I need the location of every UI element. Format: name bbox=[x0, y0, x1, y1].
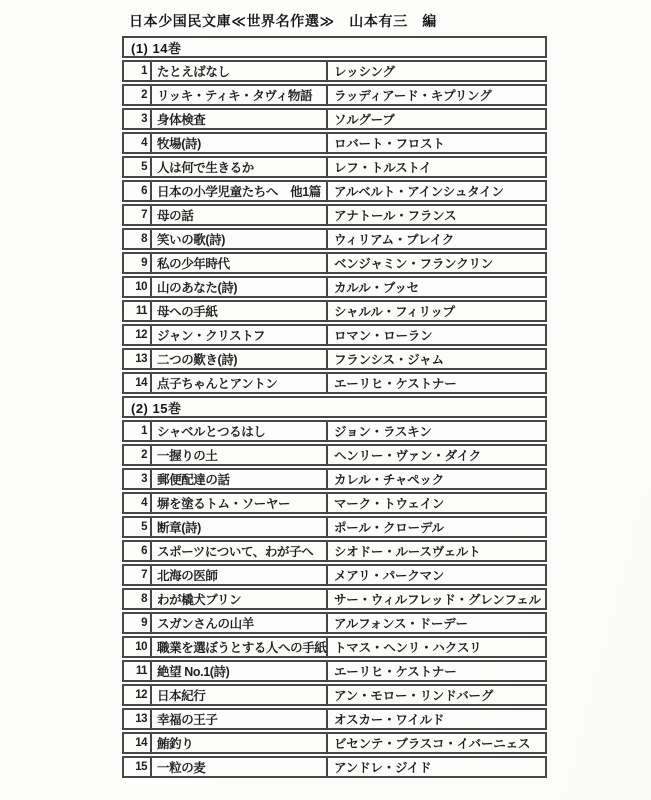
row-number: 7 bbox=[124, 206, 152, 224]
table-row bbox=[122, 732, 547, 754]
table-row bbox=[122, 516, 547, 538]
row-title: シャベルとつるはし bbox=[152, 422, 328, 440]
row-author: アルベルト・アインシュタイン bbox=[334, 185, 504, 199]
row-author: メアリ・パークマン bbox=[334, 569, 445, 583]
row-author: ロマン・ローラン bbox=[334, 329, 433, 343]
row-title: 私の少年時代 bbox=[152, 254, 328, 272]
row-number: 15 bbox=[124, 758, 152, 776]
row-author: ラッディアード・キプリング bbox=[334, 89, 492, 103]
table-row bbox=[122, 276, 547, 298]
row-title: 点子ちゃんとアントン bbox=[152, 374, 328, 392]
row-number: 13 bbox=[124, 350, 152, 368]
row-title: 人は何で生きるか bbox=[152, 158, 328, 176]
table-row bbox=[122, 372, 547, 394]
row-title: わが橇犬ブリン bbox=[152, 590, 328, 608]
row-title: 北海の医師 bbox=[152, 566, 328, 584]
row-title: たとえばなし bbox=[152, 62, 328, 80]
table-row bbox=[122, 468, 547, 490]
row-number: 11 bbox=[124, 662, 152, 680]
row-title: 郵便配達の話 bbox=[152, 470, 328, 488]
row-author: マーク・トウェイン bbox=[334, 497, 445, 511]
row-number: 4 bbox=[124, 494, 152, 512]
row-title: 断章(詩) bbox=[152, 518, 328, 536]
table-row bbox=[122, 204, 547, 226]
row-title: 笑いの歌(詩) bbox=[152, 230, 328, 248]
section-header: (2) 15巻 bbox=[122, 396, 547, 418]
row-number: 9 bbox=[124, 254, 152, 272]
row-title: 鮪釣り bbox=[152, 734, 328, 752]
row-author: カルル・ブッセ bbox=[334, 281, 419, 295]
row-author: シオドー・ルースヴェルト bbox=[334, 545, 481, 559]
row-author: ソルグーブ bbox=[334, 113, 395, 127]
contents-table bbox=[122, 36, 547, 780]
table-row bbox=[122, 708, 547, 730]
row-author: エーリヒ・ケストナー bbox=[334, 377, 457, 391]
row-author: アナトール・フランス bbox=[334, 209, 457, 223]
row-author: アンドレ・ジイド bbox=[334, 761, 432, 775]
row-title: 日本の小学児童たちへ 他1篇 bbox=[152, 182, 328, 200]
row-number: 4 bbox=[124, 134, 152, 152]
row-author: ベンジャミン・フランクリン bbox=[334, 257, 494, 271]
row-author: アルフォンス・ドーデー bbox=[334, 617, 468, 631]
row-title: 職業を選ぼうとする人への手紙 bbox=[152, 638, 328, 656]
row-number: 11 bbox=[124, 302, 152, 320]
row-title: 母への手紙 bbox=[152, 302, 328, 320]
table-row bbox=[122, 612, 547, 634]
table-row bbox=[122, 228, 547, 250]
row-number: 14 bbox=[124, 734, 152, 752]
row-author: シャルル・フィリップ bbox=[334, 305, 455, 319]
row-title: 絶望 No.1(詩) bbox=[152, 662, 328, 680]
table-row bbox=[122, 60, 547, 82]
row-number: 9 bbox=[124, 614, 152, 632]
table-row bbox=[122, 324, 547, 346]
table-row bbox=[122, 564, 547, 586]
row-author: カレル・チャペック bbox=[334, 473, 445, 487]
row-title: 幸福の王子 bbox=[152, 710, 328, 728]
table-row bbox=[122, 588, 547, 610]
row-number: 1 bbox=[124, 62, 152, 80]
table-row bbox=[122, 252, 547, 274]
row-author: トマス・ヘンリ・ハクスリ bbox=[334, 641, 482, 655]
row-number: 10 bbox=[124, 278, 152, 296]
row-author: ロバート・フロスト bbox=[334, 137, 445, 151]
row-number: 5 bbox=[124, 518, 152, 536]
row-title: 母の話 bbox=[152, 206, 328, 224]
row-number: 6 bbox=[124, 542, 152, 560]
row-author: アン・モロー・リンドバーグ bbox=[334, 689, 494, 703]
table-row bbox=[122, 300, 547, 322]
section-header: (1) 14巻 bbox=[122, 36, 547, 58]
row-author: レフ・トルストイ bbox=[334, 161, 432, 175]
row-number: 1 bbox=[124, 422, 152, 440]
row-title: ジャン・クリストフ bbox=[152, 326, 328, 344]
row-number: 12 bbox=[124, 326, 152, 344]
table-row bbox=[122, 348, 547, 370]
row-title: 一粒の麦 bbox=[152, 758, 328, 776]
table-row bbox=[122, 684, 547, 706]
row-number: 7 bbox=[124, 566, 152, 584]
row-number: 10 bbox=[124, 638, 152, 656]
table-row bbox=[122, 84, 547, 106]
row-author: オスカー・ワイルド bbox=[334, 713, 445, 727]
row-number: 2 bbox=[124, 86, 152, 104]
table-row bbox=[122, 636, 547, 658]
table-row bbox=[122, 444, 547, 466]
table-row bbox=[122, 156, 547, 178]
row-author: サー・ウィルフレッド・グレンフェル bbox=[334, 593, 541, 607]
table-row bbox=[122, 540, 547, 562]
row-author: ヘンリー・ヴァン・ダイク bbox=[334, 449, 481, 463]
row-title: スポーツについて、わが子へ bbox=[152, 542, 328, 560]
row-number: 3 bbox=[124, 470, 152, 488]
row-author: ジョン・ラスキン bbox=[334, 425, 432, 439]
row-title: 牧場(詩) bbox=[152, 134, 328, 152]
row-number: 2 bbox=[124, 446, 152, 464]
row-title: 日本紀行 bbox=[152, 686, 328, 704]
table-row bbox=[122, 132, 547, 154]
row-number: 8 bbox=[124, 230, 152, 248]
document-title: 日本少国民文庫≪世界名作選≫ 山本有三 編 bbox=[129, 13, 437, 29]
row-number: 8 bbox=[124, 590, 152, 608]
row-number: 3 bbox=[124, 110, 152, 128]
table-row bbox=[122, 108, 547, 130]
row-author: フランシス・ジャム bbox=[334, 353, 444, 367]
row-author: ポール・クローデル bbox=[334, 521, 444, 535]
table-row bbox=[122, 660, 547, 682]
table-row bbox=[122, 420, 547, 442]
row-author: ビセンテ・ブラスコ・イバーニェス bbox=[334, 737, 531, 751]
row-title: 山のあなた(詩) bbox=[152, 278, 328, 296]
row-title: 二つの歎き(詩) bbox=[152, 350, 328, 368]
table-row bbox=[122, 492, 547, 514]
row-title: 一握りの土 bbox=[152, 446, 328, 464]
table-row bbox=[122, 180, 547, 202]
row-number: 12 bbox=[124, 686, 152, 704]
row-author: ウィリアム・ブレイク bbox=[334, 233, 455, 247]
row-number: 14 bbox=[124, 374, 152, 392]
table-row bbox=[122, 756, 547, 778]
row-number: 5 bbox=[124, 158, 152, 176]
row-title: 身体検査 bbox=[152, 110, 328, 128]
row-number: 6 bbox=[124, 182, 152, 200]
row-author: エーリヒ・ケストナー bbox=[334, 665, 457, 679]
row-author: レッシング bbox=[334, 65, 395, 79]
row-number: 13 bbox=[124, 710, 152, 728]
row-title: 塀を塗るトム・ソーヤー bbox=[152, 494, 328, 512]
row-title: リッキ・ティキ・タヴィ物語 bbox=[152, 86, 328, 104]
row-title: スガンさんの山羊 bbox=[152, 614, 328, 632]
